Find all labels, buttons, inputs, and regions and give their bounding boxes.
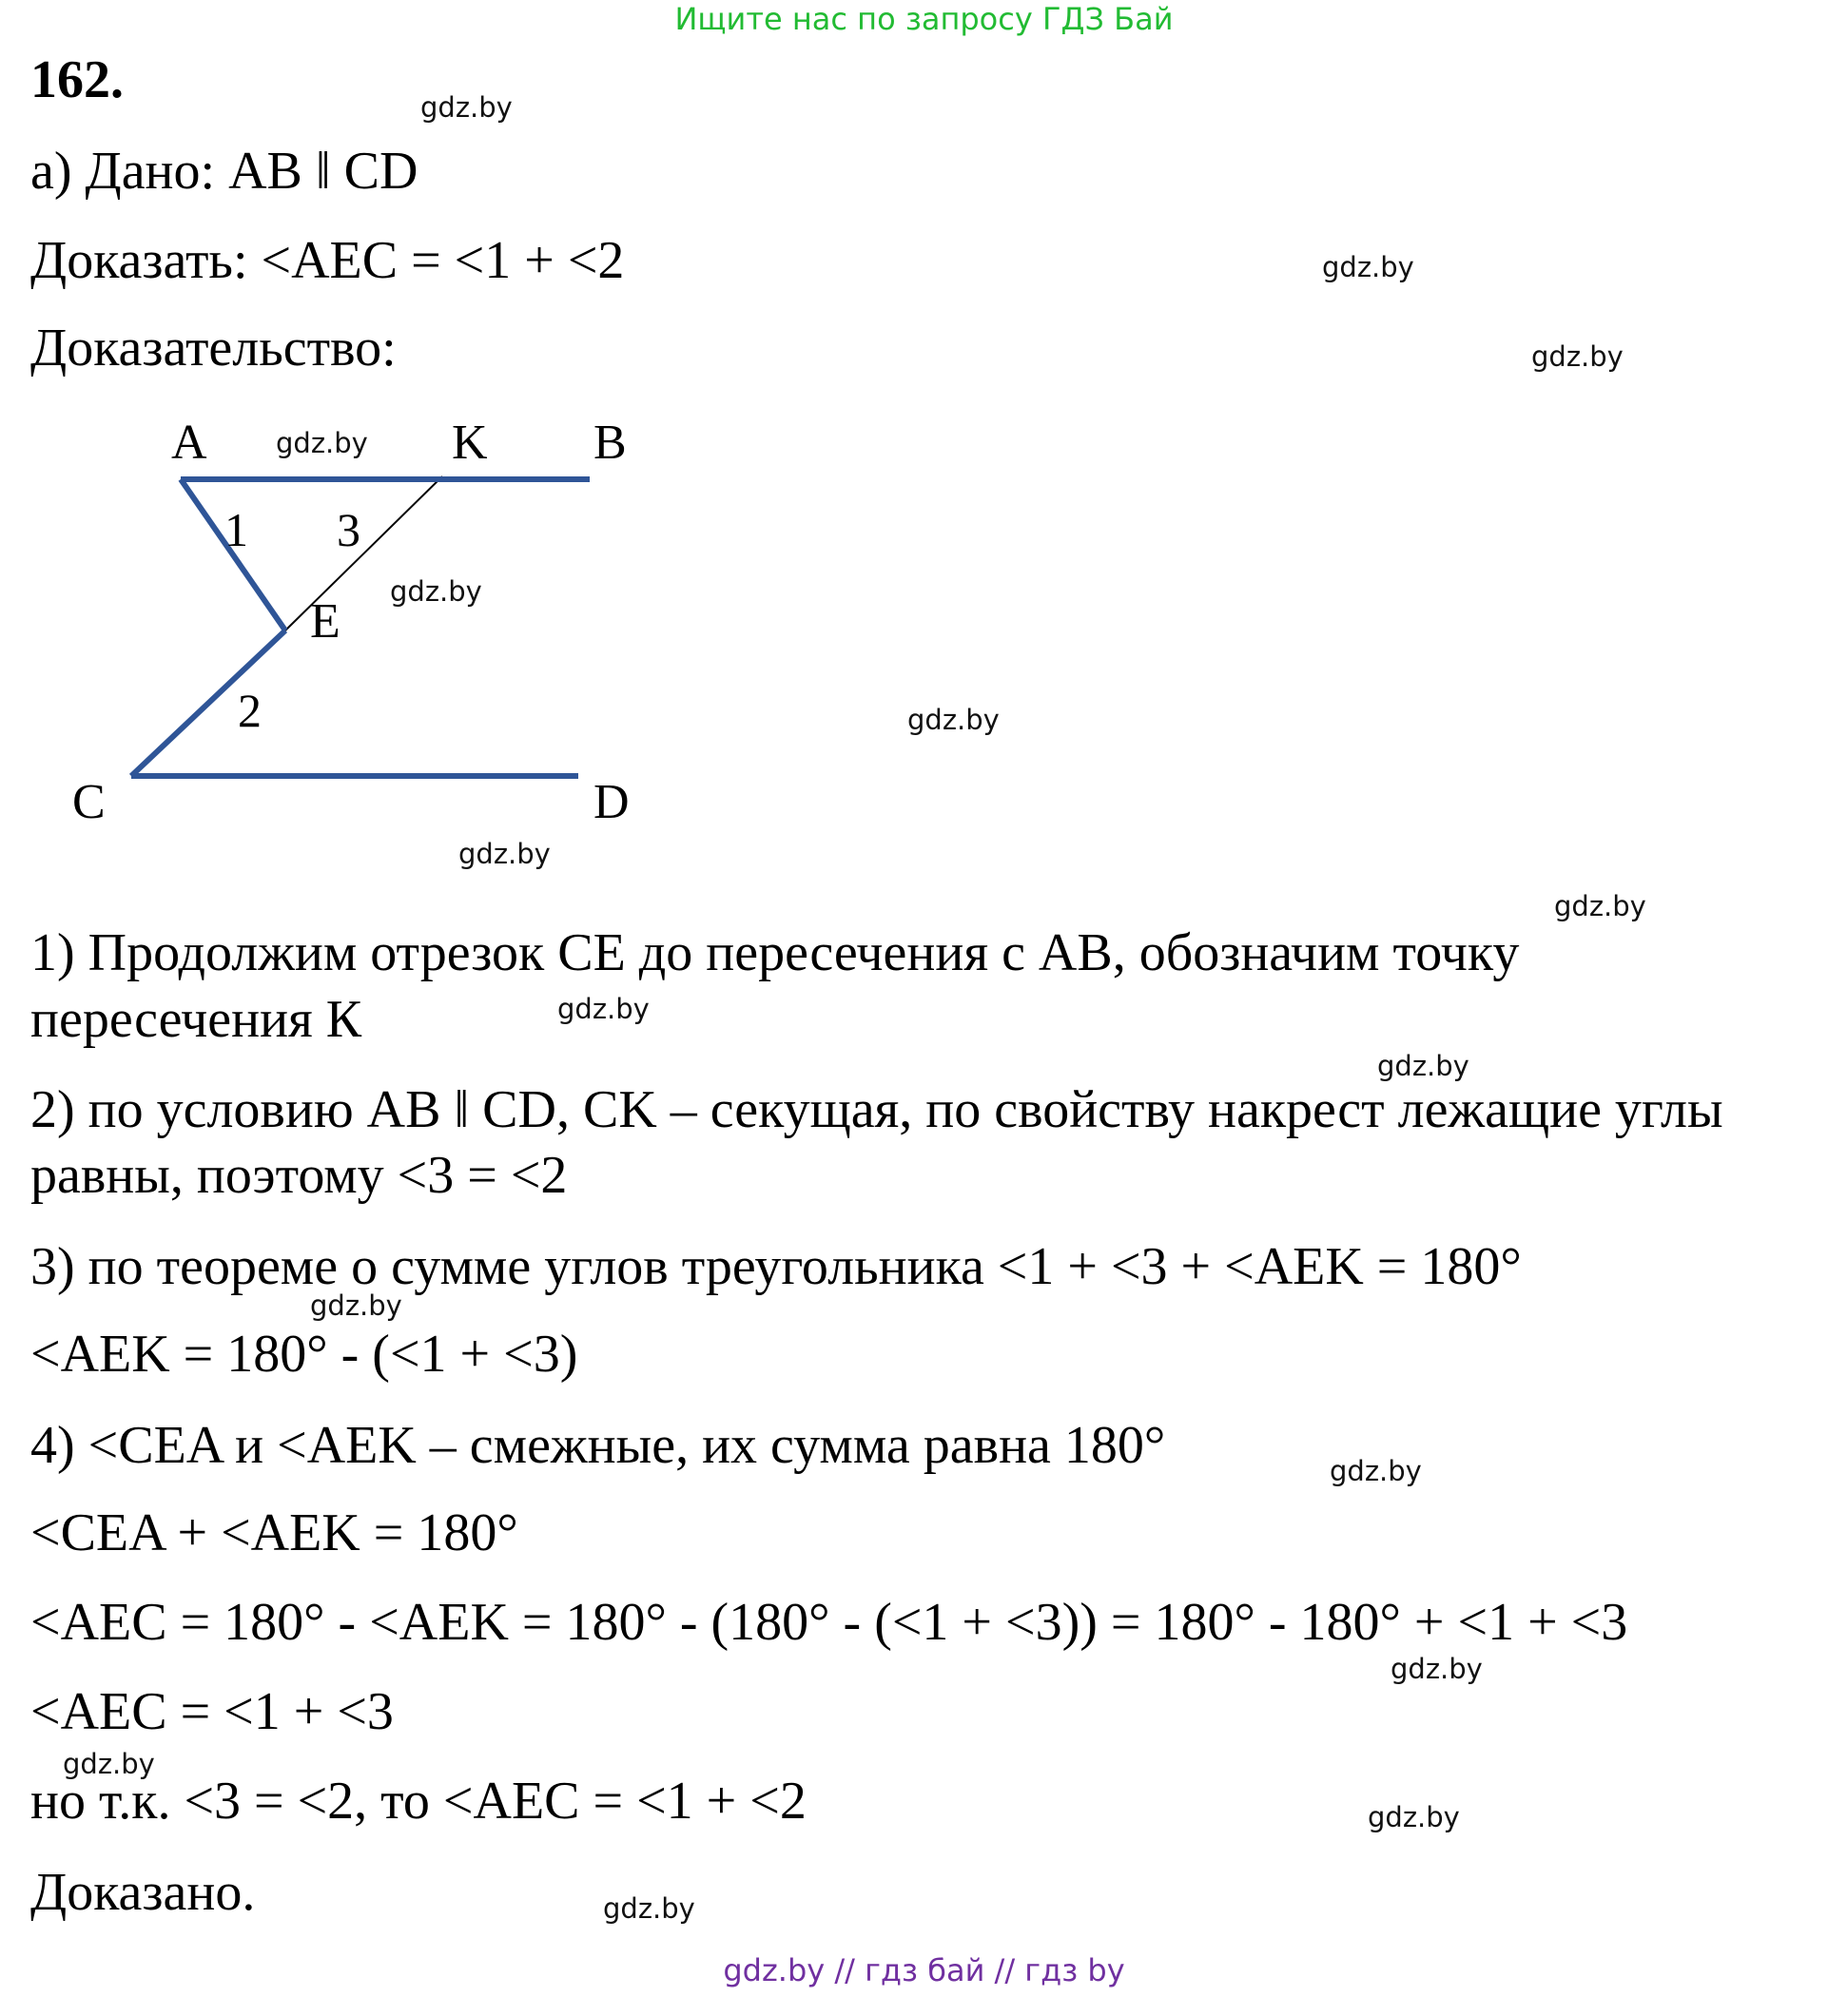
watermark: gdz.by [907,704,1000,736]
step-1-line-1: 1) Продолжим отрезок CE до пересечения с AB, обозначим точку [30,923,1520,982]
label-b: B [593,416,627,470]
watermark: gdz.by [420,91,513,124]
watermark: gdz.by [1330,1455,1422,1487]
step-2-line-2: равны, поэтому <3 = <2 [30,1146,568,1205]
footer-links: gdz.by // гдз бай // гдз by [723,1952,1125,1988]
geometry-figure [0,399,723,894]
watermark: gdz.by [1377,1050,1469,1082]
label-d: D [593,775,630,829]
step-3-line-2: <AEK = 180° - (<1 + <3) [30,1325,578,1384]
step-3-line-1: 3) по теореме о сумме углов треугольника <1 + <3 + <AEK = 180° [30,1237,1522,1296]
step-4-line-5: но т.к. <3 = <2, то <AEC = <1 + <2 [30,1772,807,1831]
label-a: A [171,416,207,470]
watermark: gdz.by [557,993,650,1025]
prove-line: Доказать: <AEC = <1 + <2 [30,231,625,290]
watermark: gdz.by [458,838,551,870]
watermark: gdz.by [1531,340,1624,373]
top-banner: Ищите нас по запросу ГДЗ Бай [674,1,1174,37]
label-k: K [452,416,488,470]
watermark: gdz.by [1391,1653,1483,1685]
watermark: gdz.by [1368,1801,1460,1833]
watermark: gdz.by [1322,251,1414,283]
step-2-line-1: 2) по условию AB ǁ CD, CK – секущая, по свойству накрест лежащие углы [30,1080,1723,1139]
step-4-line-1: 4) <CEA и <AEK – смежные, их сумма равна 180° [30,1416,1166,1475]
watermark: gdz.by [63,1748,155,1780]
label-c: C [72,775,106,829]
step-1-line-2: пересечения К [30,990,362,1049]
problem-number: 162. [30,50,124,109]
watermark: gdz.by [390,575,482,608]
watermark: gdz.by [310,1289,402,1322]
step-4-line-2: <CEA + <AEK = 180° [30,1503,518,1562]
angle-3-label: 3 [337,503,360,556]
given-line: а) Дано: AB ǁ CD [30,142,418,201]
angle-1-label: 1 [224,503,248,556]
step-4-line-3: <AEC = 180° - <AEK = 180° - (180° - (<1 + <3)) = 180° - 180° + <1 + <3 [30,1593,1628,1652]
watermark: gdz.by [276,427,368,459]
watermark: gdz.by [1554,890,1646,922]
proof-title: Доказательство: [30,319,397,378]
watermark: gdz.by [603,1892,695,1925]
angle-2-label: 2 [238,684,262,737]
segment-ec [131,630,285,776]
conclusion: Доказано. [30,1863,256,1922]
step-4-line-4: <AEC = <1 + <3 [30,1682,394,1741]
label-e: E [310,594,340,649]
